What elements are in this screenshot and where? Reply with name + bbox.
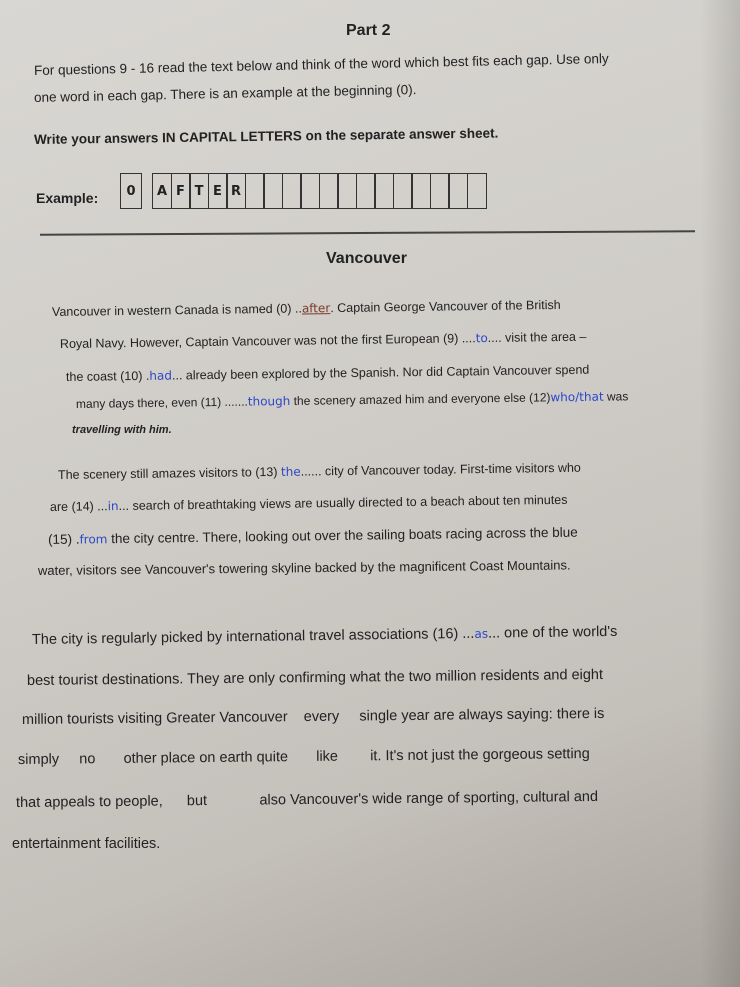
- instruction-line-1: For questions 9 - 16 read the text below and think of the word which best fits each gap. Use only: [33, 50, 609, 78]
- answer-10: had: [149, 368, 173, 383]
- answer-11: though: [247, 394, 291, 409]
- divider: [40, 230, 695, 235]
- letter-box: R: [226, 173, 246, 209]
- p1-line-4: many days there, even (11) .......though the scenery amazed him and everyone else (12)who/that was: [75, 389, 629, 411]
- letter-box: [319, 173, 339, 209]
- answer-16: as: [474, 626, 489, 641]
- p1-line-1: Vancouver in western Canada is named (0) ..after. Captain George Vancouver of the British: [51, 297, 561, 319]
- letter-box: [282, 173, 302, 209]
- answer-15: from: [79, 532, 108, 547]
- letter-box: [430, 173, 450, 209]
- letter-box: [467, 173, 487, 209]
- letter-box: [448, 173, 468, 209]
- letter-box: [374, 173, 394, 209]
- answer-9: to: [475, 331, 488, 346]
- p1-line-3: the coast (10) .had... already been explored by the Spanish. Nor did Captain Vancouver spend: [65, 362, 590, 384]
- answer-13: the: [280, 464, 301, 479]
- answer-12: who/that: [550, 389, 604, 405]
- p3-line-5: that appeals to people, but also Vancouver's wide range of sporting, cultural and: [15, 788, 599, 811]
- passage-heading: Vancouver: [326, 250, 407, 267]
- page-shadow: [700, 0, 740, 987]
- letter-box: [245, 173, 265, 209]
- instruction-line-3: Write your answers IN CAPITAL LETTERS on the separate answer sheet.: [33, 125, 499, 147]
- example-label: Example:: [36, 190, 99, 206]
- p2-line-3: (15) .from the city centre. There, looking out over the sailing boats racing across the blue: [47, 524, 578, 547]
- letter-box: [356, 173, 376, 209]
- p1-line-5: travelling with him.: [72, 424, 172, 436]
- example-answer-boxes: [120, 173, 485, 209]
- p1-line-2: Royal Navy. However, Captain Vancouver was not the first European (9) ....to.... visit the area –: [59, 329, 587, 351]
- p2-line-4: water, visitors see Vancouver's towering skyline backed by the magnificent Coast Mountains.: [37, 557, 571, 578]
- letter-box: E: [208, 173, 228, 209]
- p2-line-2: are (14) ...in... search of breathtaking views are usually directed to a beach about ten minutes: [49, 492, 568, 514]
- p3-line-1: The city is regularly picked by international travel associations (16) ...as... one of the world's: [31, 623, 618, 648]
- p3-line-4: simply no other place on earth quite like it. It's not just the gorgeous setting: [17, 746, 590, 768]
- letter-box: A: [152, 173, 172, 209]
- letter-box: [300, 173, 320, 209]
- answer-14: in: [107, 499, 119, 514]
- p2-line-1: The scenery still amazes visitors to (13) the...... city of Vancouver today. First-time visitors who: [57, 460, 581, 482]
- example-number-box: 0: [120, 173, 142, 209]
- letter-box: F: [171, 173, 191, 209]
- answer-0: after: [301, 301, 331, 316]
- letter-box: [337, 173, 357, 209]
- p3-line-3: million tourists visiting Greater Vancouver every single year are always saying: there is: [21, 705, 605, 728]
- p3-line-2: best tourist destinations. They are only confirming what the two million residents and eight: [26, 666, 604, 689]
- letter-box: [263, 173, 283, 209]
- letter-box: [393, 173, 413, 209]
- letter-box: [411, 173, 431, 209]
- letter-box: T: [189, 173, 209, 209]
- instruction-line-2: one word in each gap. There is an example at the beginning (0).: [33, 81, 417, 105]
- p3-line-6: entertainment facilities.: [12, 836, 161, 852]
- part-title: Part 2: [346, 22, 391, 39]
